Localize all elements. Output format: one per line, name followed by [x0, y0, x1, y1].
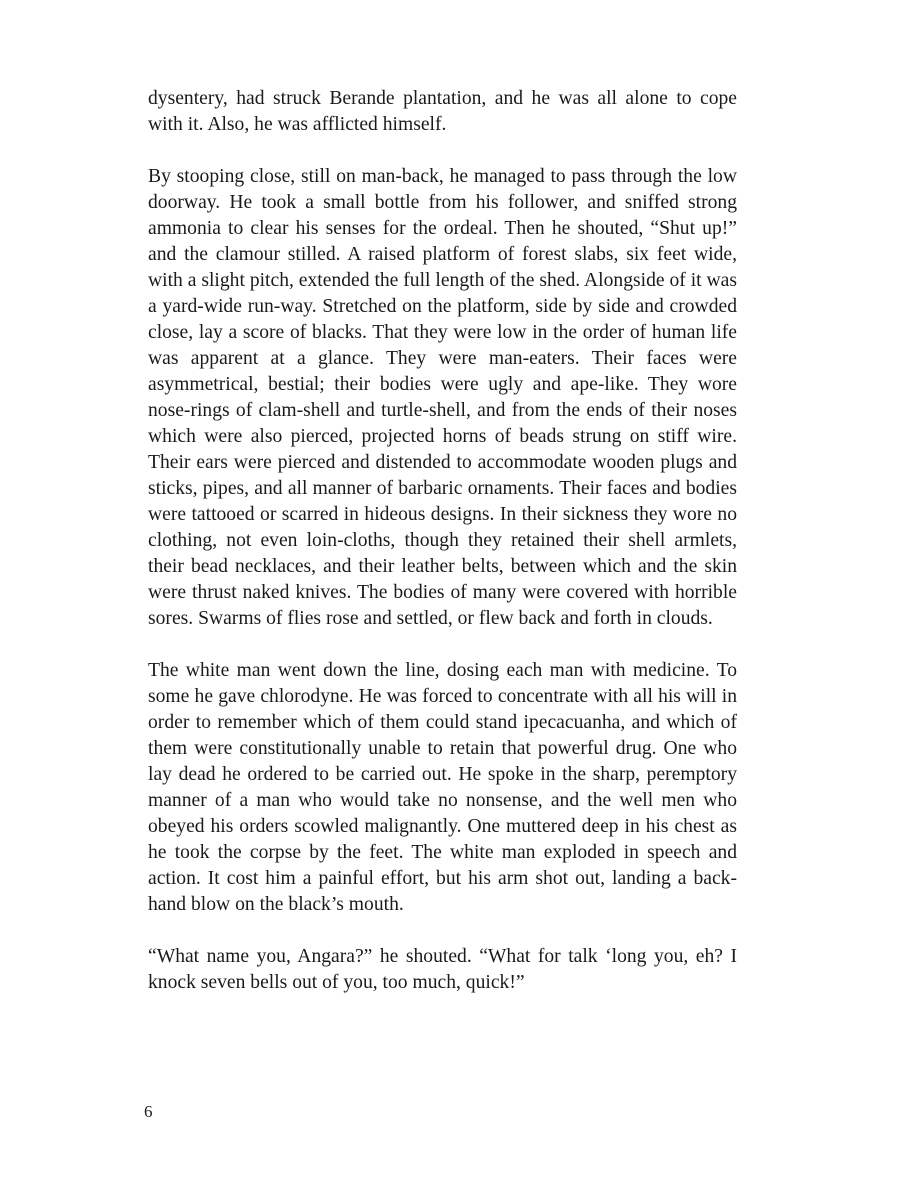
page-number: 6 [144, 1102, 153, 1121]
paragraph-3: The white man went down the line, dosing each man with medicine. To some he gave chlorodyne. He was forced to concentrate with all his will in order to remember which of them could stand ipecacuanha, and which of them were constitutionally unable to retain that powerful drug. One who lay dead he ordered to be carried out. He spoke in the sharp, peremptory manner of a man who would take no nonsense, and the well men who obeyed his orders scowled malignantly. One muttered deep in his chest as he took the corpse by the feet. The white man exploded in speech and action. It cost him a painful effort, but his arm shot out, landing a back-hand blow on the black’s mouth. [148, 660, 737, 915]
paragraph-1: dysentery, had struck Berande plantation, and he was all alone to cope with it. Also, he was afflicted himself. [148, 88, 737, 135]
paragraph-2: By stooping close, still on man-back, he managed to pass through the low doorway. He took a small bottle from his follower, and sniffed strong ammonia to clear his senses for the ordeal. Then he shouted, “Shut up!” and the clamour stilled. A raised platform of forest slabs, six feet wide, with a slight pitch, extended the full length of the shed. Alongside of it was a yard-wide run-way. Stretched on the platform, side by side and crowded close, lay a score of blacks. That they were low in the order of human life was apparent at a glance. They were man-eaters. Their faces were asymmetrical, bestial; their bodies were ugly and ape-like. They wore nose-rings of clam-shell and turtle-shell, and from the ends of their noses which were also pierced, projected horns of beads strung on stiff wire. Their ears were pierced and distended to accommodate wooden plugs and sticks, pipes, and all manner of barbaric ornaments. Their faces and bodies were tattooed or scarred in hideous designs. In their sickness they wore no clothing, not even loin-cloths, though they retained their shell armlets, their bead necklaces, and their leather belts, between which and the skin were thrust naked knives. The bodies of many were covered with horrible sores. Swarms of flies rose and settled, or flew back and forth in clouds. [148, 166, 737, 629]
body-text [148, 86, 737, 996]
paragraph-4: “What name you, Angara?” he shouted. “What for talk ‘long you, eh? I knock seven bells out of you, too much, quick!” [148, 946, 737, 993]
